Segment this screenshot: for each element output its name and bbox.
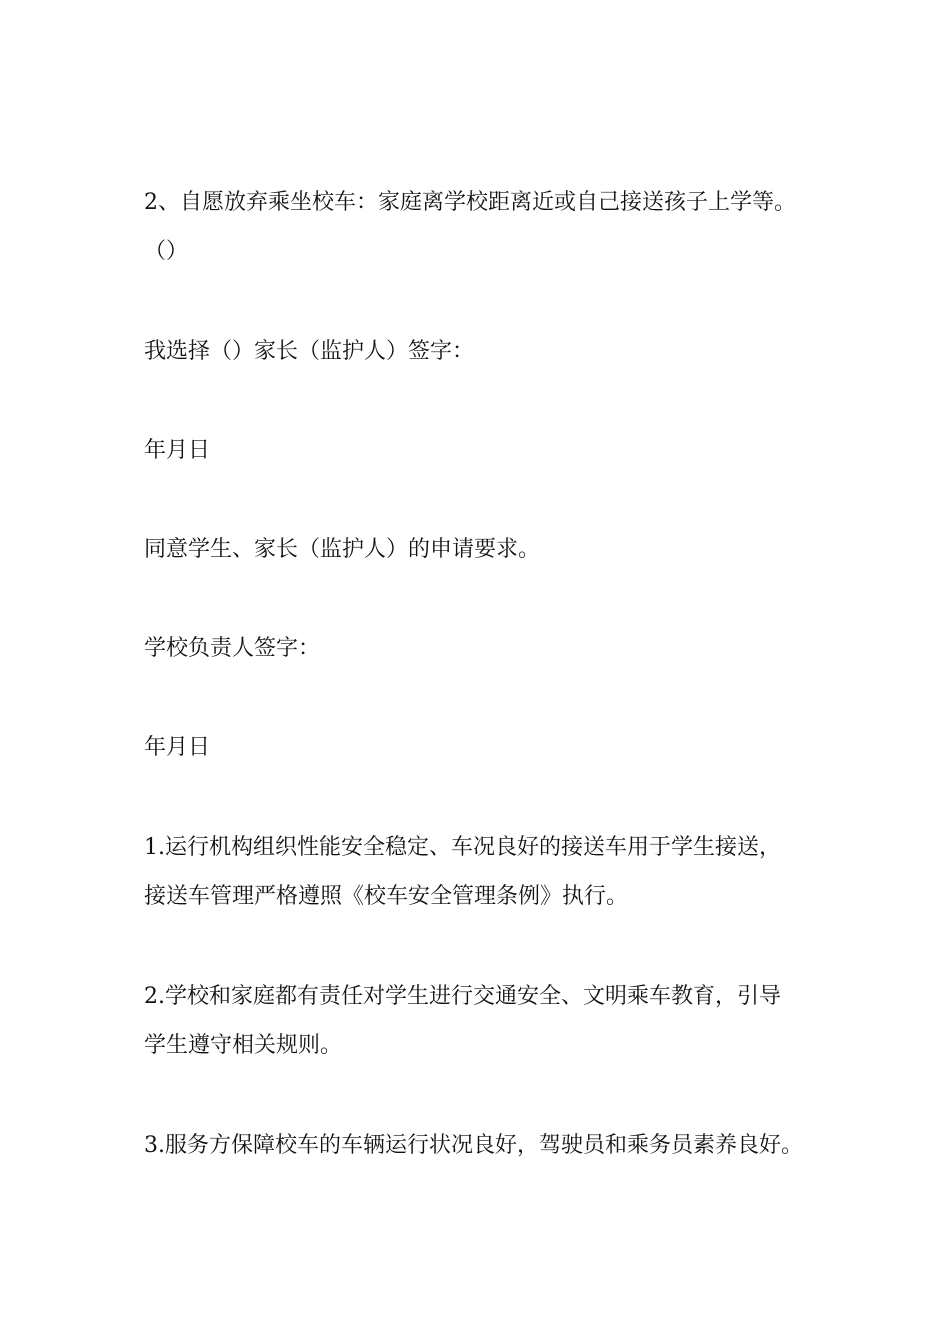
text-line: 接送车管理严格遵照《校车安全管理条例》执行。 — [144, 884, 629, 909]
paragraph-clause-2 — [144, 972, 824, 1070]
paragraph-school-date — [144, 723, 824, 772]
text-line: 我选择（）家长（监护人）签字： — [144, 339, 475, 364]
text-line: 1.运行机构组织性能安全稳定、车况良好的接送车用于学生接送， — [144, 835, 781, 860]
paragraph-parent-choice — [144, 327, 824, 376]
text-line: 2.学校和家庭都有责任对学生进行交通安全、文明乘车教育，引导 — [144, 984, 781, 1009]
text-line: 2、自愿放弃乘坐校车：家庭离学校距离近或自己接送孩子上学等。 — [144, 190, 796, 215]
paragraph-clause-1 — [144, 823, 824, 921]
text-line: （） — [144, 239, 189, 264]
text-line: 同意学生、家长（监护人）的申请要求。 — [144, 537, 541, 562]
paragraph-school-agree — [144, 525, 824, 574]
text-line: 学生遵守相关规则。 — [144, 1033, 343, 1058]
text-line: 年月日 — [144, 735, 211, 760]
paragraph-school-sign — [144, 624, 824, 673]
paragraph-parent-date — [144, 426, 824, 475]
paragraph-option-2 — [144, 178, 824, 276]
text-line: 学校负责人签字： — [144, 636, 321, 661]
paragraph-clause-3 — [144, 1121, 824, 1170]
text-line: 年月日 — [144, 438, 211, 463]
text-line: 3.服务方保障校车的车辆运行状况良好，驾驶员和乘务员素养良好。 — [144, 1133, 803, 1158]
